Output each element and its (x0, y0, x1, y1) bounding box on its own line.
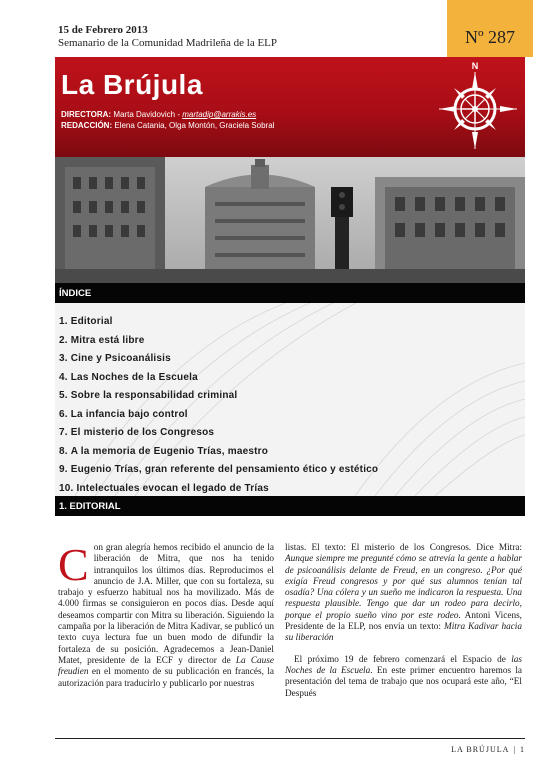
issue-number-badge: Nº 287 (447, 0, 533, 57)
index-item-mitra[interactable]: 2. Mitra está libre (59, 334, 145, 346)
masthead (55, 57, 525, 157)
index-item-memoria-trias[interactable]: 8. A la memoria de Eugenio Trías, maestro (59, 445, 269, 457)
compass-logo-icon (427, 59, 523, 155)
editorial-paragraph-2: listas. El texto: El misterio de los Congresos. Dice Mitra: Aunque siempre me pregunté cómo se atrevía la gente a hablar de psicoanálisis delante de Freud, en un congreso. ¿Por qué exigía Freud congresos y por qué sus alumnos tenían tal osadía? Una cólera y un sueño me indicaron la respuesta. Una respuesta plausible. Tengo que dar un rodeo para decirlo, porque el propio sueño vino por este rodeo. Antoni Vicens, Presidente de la ELP, nos envía un texto: Mitra Kadivar hacia su liberación (285, 543, 522, 644)
page-number: 1 (520, 745, 525, 754)
index-item-intelectuales[interactable]: 10. Intelectuales evocan el legado de Trías (59, 482, 269, 494)
directora-label: DIRECTORA: (61, 110, 112, 119)
editorial-column-2 (285, 543, 522, 700)
footer-rule (55, 738, 525, 739)
editorial-paragraph-1: Con gran alegría hemos recibido el anuncio de la liberación de Mitra, que nos ha tenido intranquilos los últimos días. Reproducimos el anuncio de J.A. Miller, que con su fortaleza, su trabajo y esfuerzo habitual nos ha movilizado. Más de 4.000 firmas se consiguieron en pocos días. Desde aquí deseamos compartir con Mitra su liberación. Siguiendo la campaña por la liberación de Mitra Kadivar, se publicó un texto cuya lectura fue un buen modo de difundir la fortaleza de su posición. Agradecemos a Jean-Daniel Matet, presidente de la ECF y director de La Cause freudien en el momento de su publicación en francés, la autorización para traducirlo y publicarlo por nuestras (58, 539, 274, 689)
directora-name: Marta Davidovich - (113, 110, 180, 119)
index-item-noches[interactable]: 4. Las Noches de la Escuela (59, 371, 198, 383)
editorial-header-bar: 1. EDITORIAL (55, 496, 525, 516)
index-header-bar: ÍNDICE (55, 283, 525, 303)
header-photo (55, 157, 525, 283)
index-item-infancia[interactable]: 6. La infancia bajo control (59, 408, 188, 420)
footer-separator: | (513, 745, 516, 754)
redaccion-label: REDACCIÓN: (61, 121, 113, 130)
redaccion-line (61, 121, 274, 130)
publication-title: La Brújula (61, 69, 203, 100)
footer-publication-name: LA BRÚJULA (451, 745, 510, 754)
index-item-editorial[interactable]: 1. Editorial (59, 316, 113, 327)
index-item-responsabilidad[interactable]: 5. Sobre la responsabilidad criminal (59, 390, 238, 401)
drop-cap: C (58, 539, 89, 590)
editorial-column-1 (58, 539, 274, 690)
publication-subtitle: Semanario de la Comunidad Madrileña de la ELP (58, 37, 278, 49)
index-item-misterio[interactable]: 7. El misterio de los Congresos (59, 427, 215, 438)
index-item-referente-trias[interactable]: 9. Eugenio Trías, gran referente del pensamiento ético y estético (59, 464, 379, 475)
directora-line (61, 110, 256, 119)
index-list (59, 316, 378, 496)
date-line: 15 de Febrero 2013 (58, 24, 148, 36)
directora-email-link[interactable]: martadip@arrakis.es (182, 110, 257, 119)
index-item-cine[interactable]: 3. Cine y Psicoanálisis (59, 353, 171, 364)
redaccion-names: Elena Catania, Olga Montón, Graciela Sobral (114, 121, 275, 130)
editorial-paragraph-3: El próximo 19 de febrero comenzará el Espacio de las Noches de la Escuela. En este primer encuentro haremos la presentación del tema de trabajo que nos ocupará este año, “El Después (285, 654, 523, 699)
page-footer (451, 745, 525, 754)
index-box (55, 303, 525, 496)
compass-north-letter: N (471, 61, 479, 71)
